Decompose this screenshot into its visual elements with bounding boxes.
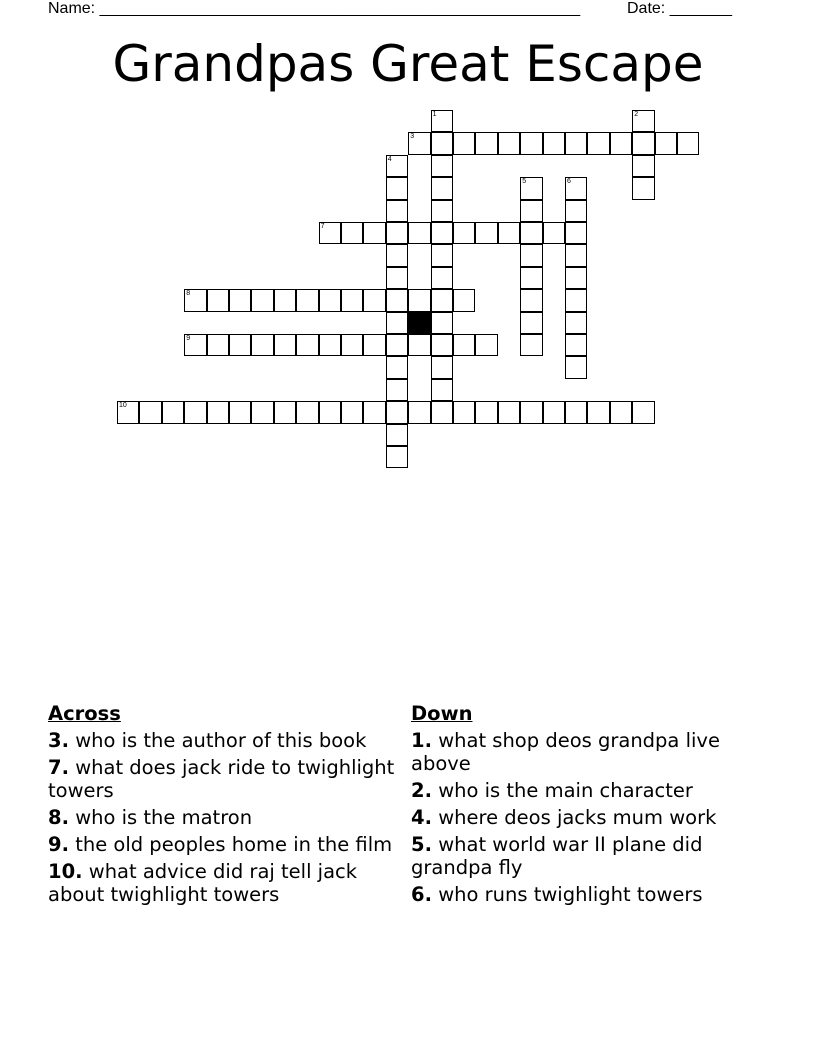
grid-cell[interactable]	[498, 401, 520, 423]
grid-cell[interactable]	[408, 401, 430, 423]
grid-cell[interactable]	[207, 401, 229, 423]
puzzle-title: Grandpas Great Escape	[112, 35, 704, 93]
grid-cell[interactable]	[610, 401, 632, 423]
grid-cell[interactable]	[207, 334, 229, 356]
grid-cell[interactable]	[319, 334, 341, 356]
grid-cell[interactable]	[363, 334, 385, 356]
grid-cell[interactable]	[431, 401, 453, 423]
grid-cell[interactable]	[565, 312, 587, 334]
grid-cell[interactable]	[520, 401, 542, 423]
grid-cell[interactable]	[319, 222, 341, 244]
grid-cell[interactable]	[386, 244, 408, 266]
grid-cell[interactable]	[632, 155, 654, 177]
grid-cell[interactable]	[319, 401, 341, 423]
grid-cell[interactable]	[431, 356, 453, 378]
grid-cell[interactable]	[520, 244, 542, 266]
grid-cell[interactable]	[453, 401, 475, 423]
name-field[interactable]: Name: ______________________________________________________	[48, 0, 581, 17]
across-clue-10	[48, 860, 398, 906]
clue-text: who is the main character	[438, 779, 693, 802]
grid-cell[interactable]	[296, 334, 318, 356]
grid-cell[interactable]	[453, 222, 475, 244]
across-heading: Across	[48, 702, 121, 725]
grid-cell[interactable]	[677, 132, 699, 154]
grid-cell[interactable]	[251, 334, 273, 356]
grid-cell[interactable]	[565, 401, 587, 423]
across-clues	[48, 702, 398, 910]
grid-cell[interactable]	[184, 401, 206, 423]
grid-cell[interactable]	[431, 110, 453, 132]
grid-cell[interactable]	[341, 222, 363, 244]
down-clue-1	[411, 729, 761, 775]
grid-cell[interactable]	[565, 267, 587, 289]
clue-number: 4.	[411, 806, 432, 829]
grid-cell[interactable]	[587, 132, 609, 154]
grid-cell[interactable]	[453, 289, 475, 311]
grid-cell[interactable]	[431, 132, 453, 154]
across-clue-3	[48, 729, 398, 752]
cell-number: 5	[522, 178, 527, 186]
grid-cell[interactable]	[431, 334, 453, 356]
across-clue-7	[48, 756, 398, 802]
grid-cell[interactable]	[475, 222, 497, 244]
grid-cell[interactable]	[520, 334, 542, 356]
grid-cell[interactable]	[363, 289, 385, 311]
cell-number: 10	[119, 402, 127, 410]
grid-cell[interactable]	[386, 334, 408, 356]
grid-cell[interactable]	[386, 177, 408, 199]
grid-cell[interactable]	[565, 132, 587, 154]
grid-cell[interactable]	[229, 289, 251, 311]
grid-cell[interactable]	[431, 177, 453, 199]
clue-number: 5.	[411, 833, 432, 856]
grid-cell[interactable]	[363, 222, 385, 244]
grid-cell[interactable]	[565, 244, 587, 266]
grid-cell[interactable]	[520, 289, 542, 311]
grid-cell[interactable]	[162, 401, 184, 423]
cell-number: 8	[186, 290, 191, 298]
down-clue-2	[411, 779, 761, 802]
grid-cell[interactable]	[543, 401, 565, 423]
grid-cell[interactable]	[184, 334, 206, 356]
grid-cell[interactable]	[498, 222, 520, 244]
grid-cell[interactable]	[632, 177, 654, 199]
grid-cell[interactable]	[610, 132, 632, 154]
cell-number: 6	[567, 178, 571, 186]
grid-cell[interactable]	[251, 289, 273, 311]
grid-cell[interactable]	[184, 289, 206, 311]
grid-cell[interactable]	[386, 267, 408, 289]
grid-cell[interactable]	[386, 356, 408, 378]
grid-cell[interactable]	[274, 289, 296, 311]
grid-cell[interactable]	[408, 289, 430, 311]
grid-cell[interactable]	[386, 446, 408, 468]
clue-text: where deos jacks mum work	[438, 806, 717, 829]
down-clue-6	[411, 883, 761, 906]
grid-cell[interactable]	[632, 401, 654, 423]
grid-cell[interactable]	[408, 132, 430, 154]
grid-cell[interactable]	[386, 289, 408, 311]
grid-cell[interactable]	[229, 401, 251, 423]
grid-cell[interactable]	[386, 200, 408, 222]
grid-cell[interactable]	[431, 289, 453, 311]
grid-cell[interactable]	[543, 222, 565, 244]
clue-number: 6.	[411, 883, 432, 906]
grid-cell[interactable]	[296, 401, 318, 423]
cell-number: 7	[320, 223, 325, 230]
grid-cell[interactable]	[386, 424, 408, 446]
down-clues	[411, 702, 761, 910]
grid-cell[interactable]	[386, 222, 408, 244]
grid-cell[interactable]	[431, 244, 453, 266]
clue-number: 2.	[411, 779, 432, 802]
grid-cell[interactable]	[431, 312, 453, 334]
grid-cell[interactable]	[363, 401, 385, 423]
grid-cell[interactable]	[655, 132, 677, 154]
grid-cell[interactable]	[386, 401, 408, 423]
clue-text: who is the matron	[75, 806, 253, 829]
date-field[interactable]: Date: _______	[627, 0, 732, 17]
clue-text: who runs twighlight towers	[438, 883, 703, 906]
grid-cell[interactable]	[251, 401, 273, 423]
grid-cell[interactable]	[319, 289, 341, 311]
grid-cell[interactable]	[453, 132, 475, 154]
grid-cell[interactable]	[632, 132, 654, 154]
down-heading: Down	[411, 702, 473, 725]
across-clue-8	[48, 806, 398, 829]
grid-cell[interactable]	[565, 334, 587, 356]
grid-cell[interactable]	[543, 132, 565, 154]
clue-text: what world war II plane did grandpa fly	[411, 833, 703, 879]
grid-cell[interactable]	[117, 401, 139, 423]
grid-cell[interactable]	[565, 289, 587, 311]
grid-cell[interactable]	[274, 401, 296, 423]
grid-cell[interactable]	[475, 401, 497, 423]
grid-cell[interactable]	[431, 200, 453, 222]
grid-cell[interactable]	[587, 401, 609, 423]
grid-cell[interactable]	[341, 289, 363, 311]
clue-number: 1.	[411, 729, 432, 752]
cell-number: 1	[432, 111, 437, 118]
clue-text: the old peoples home in the film	[75, 833, 393, 856]
grid-cell[interactable]	[520, 267, 542, 289]
grid-cell[interactable]	[341, 401, 363, 423]
grid-cell[interactable]	[453, 334, 475, 356]
clue-text: what does jack ride to twighlight towers	[48, 756, 395, 802]
clue-number: 8.	[48, 806, 69, 829]
grid-cell[interactable]	[520, 177, 542, 199]
grid-cell[interactable]	[408, 334, 430, 356]
cell-number: 2	[634, 111, 639, 118]
down-clue-4	[411, 806, 761, 829]
grid-cell[interactable]	[520, 222, 542, 244]
grid-cell[interactable]	[475, 132, 497, 154]
cell-number: 9	[186, 335, 191, 342]
clue-text: who is the author of this book	[75, 729, 367, 752]
grid-cell[interactable]	[520, 200, 542, 222]
clue-text: what shop deos grandpa live above	[411, 729, 720, 775]
grid-cell[interactable]	[207, 289, 229, 311]
cell-number: 4	[387, 155, 392, 163]
grid-cell[interactable]	[431, 155, 453, 177]
grid-cell[interactable]	[139, 401, 161, 423]
clue-number: 9.	[48, 833, 69, 856]
grid-cell[interactable]	[632, 110, 654, 132]
grid-cell[interactable]	[296, 289, 318, 311]
grid-cell[interactable]	[498, 132, 520, 154]
grid-cell[interactable]	[431, 379, 453, 401]
grid-cell[interactable]	[565, 200, 587, 222]
clue-number: 10.	[48, 860, 83, 883]
grid-cell[interactable]	[274, 334, 296, 356]
clue-text: what advice did raj tell jack about twighlight towers	[48, 860, 358, 906]
clue-number: 3.	[48, 729, 69, 752]
grid-cell[interactable]	[386, 312, 408, 334]
grid-cell[interactable]	[386, 155, 408, 177]
down-clue-5	[411, 833, 761, 879]
black-square	[408, 312, 430, 334]
grid-cell[interactable]	[341, 334, 363, 356]
grid-cell[interactable]	[431, 267, 453, 289]
grid-cell[interactable]	[475, 334, 497, 356]
grid-cell[interactable]	[520, 132, 542, 154]
across-clue-9	[48, 833, 398, 856]
grid-cell[interactable]	[520, 312, 542, 334]
grid-cell[interactable]	[408, 222, 430, 244]
grid-cell[interactable]	[431, 222, 453, 244]
grid-cell[interactable]	[386, 379, 408, 401]
grid-cell[interactable]	[229, 334, 251, 356]
grid-cell[interactable]	[565, 222, 587, 244]
grid-cell[interactable]	[565, 177, 587, 199]
clue-number: 7.	[48, 756, 69, 779]
cell-number: 3	[410, 133, 415, 141]
grid-cell[interactable]	[565, 356, 587, 378]
